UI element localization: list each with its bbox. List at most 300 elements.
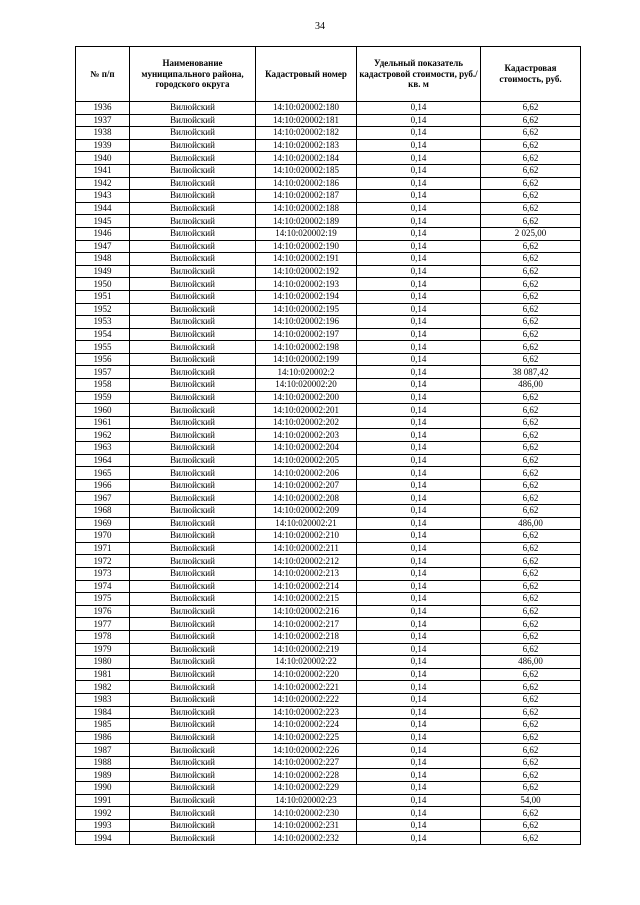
- cell-unit-value: 0,14: [357, 555, 481, 568]
- cell-cadastral-value: 6,62: [481, 290, 581, 303]
- cell-cadastral-value: 6,62: [481, 630, 581, 643]
- cell-unit-value: 0,14: [357, 605, 481, 618]
- cell-district: Вилюйский: [130, 316, 256, 329]
- cell-cadastral-number: 14:10:020002:207: [256, 479, 357, 492]
- cell-cadastral-number: 14:10:020002:200: [256, 391, 357, 404]
- cell-cadastral-number: 14:10:020002:208: [256, 492, 357, 505]
- cell-unit-value: 0,14: [357, 580, 481, 593]
- table-row: [76, 794, 581, 807]
- cell-index: 1990: [76, 782, 130, 795]
- cell-index: 1983: [76, 693, 130, 706]
- cell-unit-value: 0,14: [357, 429, 481, 442]
- cell-cadastral-number: 14:10:020002:209: [256, 505, 357, 518]
- cell-unit-value: 0,14: [357, 681, 481, 694]
- cell-cadastral-number: 14:10:020002:219: [256, 643, 357, 656]
- table-row: [76, 832, 581, 845]
- table-row: [76, 102, 581, 115]
- cell-cadastral-number: 14:10:020002:218: [256, 630, 357, 643]
- table-row: [76, 693, 581, 706]
- cell-cadastral-value: 6,62: [481, 454, 581, 467]
- cell-district: Вилюйский: [130, 542, 256, 555]
- cell-index: 1985: [76, 719, 130, 732]
- cell-index: 1962: [76, 429, 130, 442]
- cell-unit-value: 0,14: [357, 542, 481, 555]
- cell-district: Вилюйский: [130, 227, 256, 240]
- table-row: [76, 719, 581, 732]
- cell-unit-value: 0,14: [357, 265, 481, 278]
- cell-district: Вилюйский: [130, 366, 256, 379]
- cell-cadastral-value: 6,62: [481, 542, 581, 555]
- cell-district: Вилюйский: [130, 328, 256, 341]
- table-body: [76, 102, 581, 845]
- cell-cadastral-value: 6,62: [481, 782, 581, 795]
- cell-cadastral-value: 6,62: [481, 215, 581, 228]
- cell-unit-value: 0,14: [357, 769, 481, 782]
- table-row: [76, 668, 581, 681]
- cell-district: Вилюйский: [130, 278, 256, 291]
- cell-cadastral-number: 14:10:020002:191: [256, 253, 357, 266]
- cell-index: 1963: [76, 442, 130, 455]
- cell-district: Вилюйский: [130, 756, 256, 769]
- cell-cadastral-number: 14:10:020002:196: [256, 316, 357, 329]
- cell-index: 1949: [76, 265, 130, 278]
- cell-district: Вилюйский: [130, 290, 256, 303]
- cell-index: 1960: [76, 404, 130, 417]
- cell-cadastral-number: 14:10:020002:225: [256, 731, 357, 744]
- cell-index: 1944: [76, 202, 130, 215]
- cell-unit-value: 0,14: [357, 278, 481, 291]
- cell-cadastral-value: 2 025,00: [481, 227, 581, 240]
- header-index: № п/п: [76, 47, 130, 102]
- cell-cadastral-number: 14:10:020002:202: [256, 416, 357, 429]
- cell-index: 1968: [76, 505, 130, 518]
- cell-index: 1939: [76, 139, 130, 152]
- cell-unit-value: 0,14: [357, 517, 481, 530]
- cell-unit-value: 0,14: [357, 114, 481, 127]
- header-district: Наименование муниципального района, городского округа: [130, 47, 256, 102]
- cell-index: 1964: [76, 454, 130, 467]
- cell-cadastral-value: 6,62: [481, 693, 581, 706]
- cell-unit-value: 0,14: [357, 202, 481, 215]
- table-row: [76, 190, 581, 203]
- cell-unit-value: 0,14: [357, 731, 481, 744]
- table-row: [76, 744, 581, 757]
- cell-index: 1974: [76, 580, 130, 593]
- cell-unit-value: 0,14: [357, 215, 481, 228]
- table-row: [76, 366, 581, 379]
- cell-index: 1961: [76, 416, 130, 429]
- cell-cadastral-value: 6,62: [481, 492, 581, 505]
- table-row: [76, 253, 581, 266]
- table-row: [76, 353, 581, 366]
- cell-index: 1980: [76, 656, 130, 669]
- cell-district: Вилюйский: [130, 341, 256, 354]
- cell-unit-value: 0,14: [357, 366, 481, 379]
- cell-district: Вилюйский: [130, 253, 256, 266]
- cell-district: Вилюйский: [130, 681, 256, 694]
- cell-index: 1979: [76, 643, 130, 656]
- table-row: [76, 542, 581, 555]
- header-cadastral-number: Кадастровый номер: [256, 47, 357, 102]
- table-row: [76, 177, 581, 190]
- table-row: [76, 731, 581, 744]
- cell-unit-value: 0,14: [357, 164, 481, 177]
- cell-unit-value: 0,14: [357, 290, 481, 303]
- cell-unit-value: 0,14: [357, 530, 481, 543]
- cell-district: Вилюйский: [130, 731, 256, 744]
- cell-cadastral-value: 6,62: [481, 530, 581, 543]
- cell-district: Вилюйский: [130, 391, 256, 404]
- cell-index: 1969: [76, 517, 130, 530]
- cell-district: Вилюйский: [130, 240, 256, 253]
- cell-cadastral-number: 14:10:020002:199: [256, 353, 357, 366]
- cell-cadastral-number: 14:10:020002:185: [256, 164, 357, 177]
- cell-district: Вилюйский: [130, 719, 256, 732]
- cell-cadastral-number: 14:10:020002:2: [256, 366, 357, 379]
- cell-cadastral-value: 6,62: [481, 240, 581, 253]
- cell-unit-value: 0,14: [357, 807, 481, 820]
- table-row: [76, 152, 581, 165]
- cell-cadastral-value: 6,62: [481, 139, 581, 152]
- table-row: [76, 416, 581, 429]
- cell-unit-value: 0,14: [357, 379, 481, 392]
- cell-cadastral-number: 14:10:020002:212: [256, 555, 357, 568]
- table-row: [76, 391, 581, 404]
- table-row: [76, 593, 581, 606]
- cell-district: Вилюйский: [130, 630, 256, 643]
- cell-cadastral-value: 6,62: [481, 479, 581, 492]
- cell-district: Вилюйский: [130, 656, 256, 669]
- cell-index: 1938: [76, 127, 130, 140]
- cell-index: 1953: [76, 316, 130, 329]
- table-row: [76, 265, 581, 278]
- cell-index: 1946: [76, 227, 130, 240]
- cell-cadastral-value: 54,00: [481, 794, 581, 807]
- table-row: [76, 139, 581, 152]
- cell-cadastral-value: 6,62: [481, 429, 581, 442]
- cell-unit-value: 0,14: [357, 127, 481, 140]
- table-row: [76, 341, 581, 354]
- cell-district: Вилюйский: [130, 467, 256, 480]
- cell-cadastral-value: 6,62: [481, 756, 581, 769]
- table-row: [76, 517, 581, 530]
- cell-unit-value: 0,14: [357, 819, 481, 832]
- cell-cadastral-number: 14:10:020002:180: [256, 102, 357, 115]
- cell-cadastral-number: 14:10:020002:20: [256, 379, 357, 392]
- table-row: [76, 807, 581, 820]
- table-row: [76, 567, 581, 580]
- cell-unit-value: 0,14: [357, 139, 481, 152]
- cell-unit-value: 0,14: [357, 693, 481, 706]
- cell-unit-value: 0,14: [357, 353, 481, 366]
- cell-unit-value: 0,14: [357, 328, 481, 341]
- cell-unit-value: 0,14: [357, 505, 481, 518]
- cell-cadastral-value: 6,62: [481, 114, 581, 127]
- cell-index: 1977: [76, 618, 130, 631]
- cell-district: Вилюйский: [130, 114, 256, 127]
- cell-index: 1945: [76, 215, 130, 228]
- cell-cadastral-value: 6,62: [481, 190, 581, 203]
- table-row: [76, 492, 581, 505]
- cell-index: 1981: [76, 668, 130, 681]
- cell-index: 1952: [76, 303, 130, 316]
- cell-unit-value: 0,14: [357, 240, 481, 253]
- cell-district: Вилюйский: [130, 668, 256, 681]
- cell-cadastral-number: 14:10:020002:197: [256, 328, 357, 341]
- cell-cadastral-number: 14:10:020002:21: [256, 517, 357, 530]
- header-unit-value: Удельный показатель кадастровой стоимости, руб./кв. м: [357, 47, 481, 102]
- cell-district: Вилюйский: [130, 769, 256, 782]
- cell-index: 1988: [76, 756, 130, 769]
- cell-unit-value: 0,14: [357, 467, 481, 480]
- cell-district: Вилюйский: [130, 479, 256, 492]
- table-row: [76, 442, 581, 455]
- cell-district: Вилюйский: [130, 819, 256, 832]
- table-row: [76, 769, 581, 782]
- table-row: [76, 555, 581, 568]
- cell-cadastral-value: 486,00: [481, 379, 581, 392]
- cell-district: Вилюйский: [130, 807, 256, 820]
- cell-unit-value: 0,14: [357, 442, 481, 455]
- cell-district: Вилюйский: [130, 454, 256, 467]
- cell-cadastral-value: 6,62: [481, 164, 581, 177]
- cell-cadastral-number: 14:10:020002:211: [256, 542, 357, 555]
- cell-index: 1943: [76, 190, 130, 203]
- table-row: [76, 605, 581, 618]
- cell-index: 1994: [76, 832, 130, 845]
- cell-cadastral-value: 6,62: [481, 442, 581, 455]
- cell-cadastral-number: 14:10:020002:181: [256, 114, 357, 127]
- cell-unit-value: 0,14: [357, 618, 481, 631]
- cell-cadastral-value: 6,62: [481, 253, 581, 266]
- cell-district: Вилюйский: [130, 744, 256, 757]
- cell-unit-value: 0,14: [357, 630, 481, 643]
- table-row: [76, 706, 581, 719]
- cell-index: 1978: [76, 630, 130, 643]
- cell-cadastral-value: 6,62: [481, 202, 581, 215]
- cell-unit-value: 0,14: [357, 756, 481, 769]
- table-row: [76, 278, 581, 291]
- cell-index: 1954: [76, 328, 130, 341]
- cell-unit-value: 0,14: [357, 253, 481, 266]
- cell-cadastral-number: 14:10:020002:184: [256, 152, 357, 165]
- cell-cadastral-number: 14:10:020002:183: [256, 139, 357, 152]
- cell-district: Вилюйский: [130, 190, 256, 203]
- cell-district: Вилюйский: [130, 202, 256, 215]
- cell-cadastral-number: 14:10:020002:228: [256, 769, 357, 782]
- header-cadastral-value: Кадастровая стоимость, руб.: [481, 47, 581, 102]
- cell-district: Вилюйский: [130, 706, 256, 719]
- cell-cadastral-value: 486,00: [481, 517, 581, 530]
- cell-district: Вилюйский: [130, 593, 256, 606]
- table-row: [76, 328, 581, 341]
- cell-district: Вилюйский: [130, 404, 256, 417]
- cell-index: 1967: [76, 492, 130, 505]
- cell-unit-value: 0,14: [357, 227, 481, 240]
- cell-cadastral-number: 14:10:020002:203: [256, 429, 357, 442]
- table-row: [76, 127, 581, 140]
- cell-cadastral-value: 6,62: [481, 467, 581, 480]
- cell-cadastral-value: 6,62: [481, 706, 581, 719]
- cell-unit-value: 0,14: [357, 794, 481, 807]
- cell-cadastral-value: 6,62: [481, 278, 581, 291]
- cell-cadastral-value: 6,62: [481, 744, 581, 757]
- table-row: [76, 479, 581, 492]
- cell-cadastral-value: 6,62: [481, 316, 581, 329]
- cell-index: 1984: [76, 706, 130, 719]
- cell-index: 1948: [76, 253, 130, 266]
- cell-index: 1975: [76, 593, 130, 606]
- cell-unit-value: 0,14: [357, 152, 481, 165]
- cell-district: Вилюйский: [130, 303, 256, 316]
- cell-district: Вилюйский: [130, 127, 256, 140]
- cell-cadastral-number: 14:10:020002:214: [256, 580, 357, 593]
- cell-unit-value: 0,14: [357, 404, 481, 417]
- cell-index: 1982: [76, 681, 130, 694]
- cell-index: 1942: [76, 177, 130, 190]
- cell-district: Вилюйский: [130, 215, 256, 228]
- cell-index: 1957: [76, 366, 130, 379]
- table-row: [76, 429, 581, 442]
- table-row: [76, 656, 581, 669]
- cell-district: Вилюйский: [130, 580, 256, 593]
- cell-district: Вилюйский: [130, 517, 256, 530]
- cell-cadastral-number: 14:10:020002:19: [256, 227, 357, 240]
- table-row: [76, 681, 581, 694]
- cell-unit-value: 0,14: [357, 643, 481, 656]
- cell-index: 1970: [76, 530, 130, 543]
- cell-index: 1965: [76, 467, 130, 480]
- cell-cadastral-number: 14:10:020002:222: [256, 693, 357, 706]
- cell-unit-value: 0,14: [357, 744, 481, 757]
- cell-district: Вилюйский: [130, 555, 256, 568]
- cell-district: Вилюйский: [130, 492, 256, 505]
- cell-unit-value: 0,14: [357, 190, 481, 203]
- table-header: [76, 47, 581, 102]
- cell-unit-value: 0,14: [357, 719, 481, 732]
- header-row: [76, 47, 581, 102]
- cell-cadastral-number: 14:10:020002:186: [256, 177, 357, 190]
- cell-cadastral-number: 14:10:020002:187: [256, 190, 357, 203]
- cell-unit-value: 0,14: [357, 479, 481, 492]
- cell-cadastral-number: 14:10:020002:192: [256, 265, 357, 278]
- cell-cadastral-value: 6,62: [481, 102, 581, 115]
- cell-cadastral-value: 6,62: [481, 719, 581, 732]
- table-row: [76, 303, 581, 316]
- cell-district: Вилюйский: [130, 164, 256, 177]
- cell-index: 1986: [76, 731, 130, 744]
- cell-cadastral-number: 14:10:020002:215: [256, 593, 357, 606]
- cell-index: 1950: [76, 278, 130, 291]
- cell-index: 1959: [76, 391, 130, 404]
- cell-unit-value: 0,14: [357, 341, 481, 354]
- cell-cadastral-value: 6,62: [481, 605, 581, 618]
- cell-cadastral-number: 14:10:020002:189: [256, 215, 357, 228]
- cell-cadastral-number: 14:10:020002:210: [256, 530, 357, 543]
- table-row: [76, 316, 581, 329]
- cell-cadastral-value: 6,62: [481, 643, 581, 656]
- table-row: [76, 379, 581, 392]
- cell-district: Вилюйский: [130, 505, 256, 518]
- cell-cadastral-number: 14:10:020002:204: [256, 442, 357, 455]
- cell-index: 1991: [76, 794, 130, 807]
- table-row: [76, 467, 581, 480]
- cell-cadastral-number: 14:10:020002:182: [256, 127, 357, 140]
- cell-unit-value: 0,14: [357, 303, 481, 316]
- cell-cadastral-value: 6,62: [481, 819, 581, 832]
- cell-index: 1951: [76, 290, 130, 303]
- cell-unit-value: 0,14: [357, 656, 481, 669]
- cell-cadastral-value: 6,62: [481, 769, 581, 782]
- cell-unit-value: 0,14: [357, 832, 481, 845]
- cell-district: Вилюйский: [130, 429, 256, 442]
- cell-index: 1955: [76, 341, 130, 354]
- cell-index: 1972: [76, 555, 130, 568]
- cell-cadastral-value: 6,62: [481, 177, 581, 190]
- cell-cadastral-number: 14:10:020002:227: [256, 756, 357, 769]
- cell-index: 1958: [76, 379, 130, 392]
- cell-unit-value: 0,14: [357, 668, 481, 681]
- cell-district: Вилюйский: [130, 379, 256, 392]
- cell-cadastral-value: 6,62: [481, 404, 581, 417]
- cell-cadastral-value: 6,62: [481, 618, 581, 631]
- cell-cadastral-value: 6,62: [481, 152, 581, 165]
- cell-index: 1947: [76, 240, 130, 253]
- table-row: [76, 505, 581, 518]
- cell-cadastral-value: 486,00: [481, 656, 581, 669]
- cell-cadastral-number: 14:10:020002:23: [256, 794, 357, 807]
- cell-cadastral-value: 6,62: [481, 341, 581, 354]
- cell-cadastral-number: 14:10:020002:230: [256, 807, 357, 820]
- cell-cadastral-value: 6,62: [481, 265, 581, 278]
- table-row: [76, 782, 581, 795]
- cell-cadastral-value: 6,62: [481, 391, 581, 404]
- table-row: [76, 819, 581, 832]
- cell-unit-value: 0,14: [357, 782, 481, 795]
- cell-cadastral-number: 14:10:020002:194: [256, 290, 357, 303]
- cell-unit-value: 0,14: [357, 177, 481, 190]
- cell-district: Вилюйский: [130, 442, 256, 455]
- cell-cadastral-value: 6,62: [481, 681, 581, 694]
- cell-cadastral-value: 6,62: [481, 416, 581, 429]
- cell-unit-value: 0,14: [357, 492, 481, 505]
- table-row: [76, 618, 581, 631]
- cell-cadastral-value: 6,62: [481, 731, 581, 744]
- table-row: [76, 215, 581, 228]
- cell-cadastral-number: 14:10:020002:195: [256, 303, 357, 316]
- table-row: [76, 290, 581, 303]
- cell-unit-value: 0,14: [357, 416, 481, 429]
- cell-district: Вилюйский: [130, 177, 256, 190]
- cell-district: Вилюйский: [130, 353, 256, 366]
- cell-district: Вилюйский: [130, 605, 256, 618]
- cell-unit-value: 0,14: [357, 706, 481, 719]
- cell-index: 1992: [76, 807, 130, 820]
- cell-cadastral-number: 14:10:020002:205: [256, 454, 357, 467]
- cell-cadastral-value: 6,62: [481, 593, 581, 606]
- cell-cadastral-number: 14:10:020002:193: [256, 278, 357, 291]
- cell-cadastral-value: 6,62: [481, 832, 581, 845]
- table-row: [76, 530, 581, 543]
- cell-district: Вилюйский: [130, 567, 256, 580]
- table-row: [76, 454, 581, 467]
- page-number: 34: [315, 21, 325, 32]
- cell-district: Вилюйский: [130, 530, 256, 543]
- cell-cadastral-number: 14:10:020002:22: [256, 656, 357, 669]
- cell-cadastral-value: 6,62: [481, 567, 581, 580]
- cell-cadastral-number: 14:10:020002:216: [256, 605, 357, 618]
- cell-index: 1956: [76, 353, 130, 366]
